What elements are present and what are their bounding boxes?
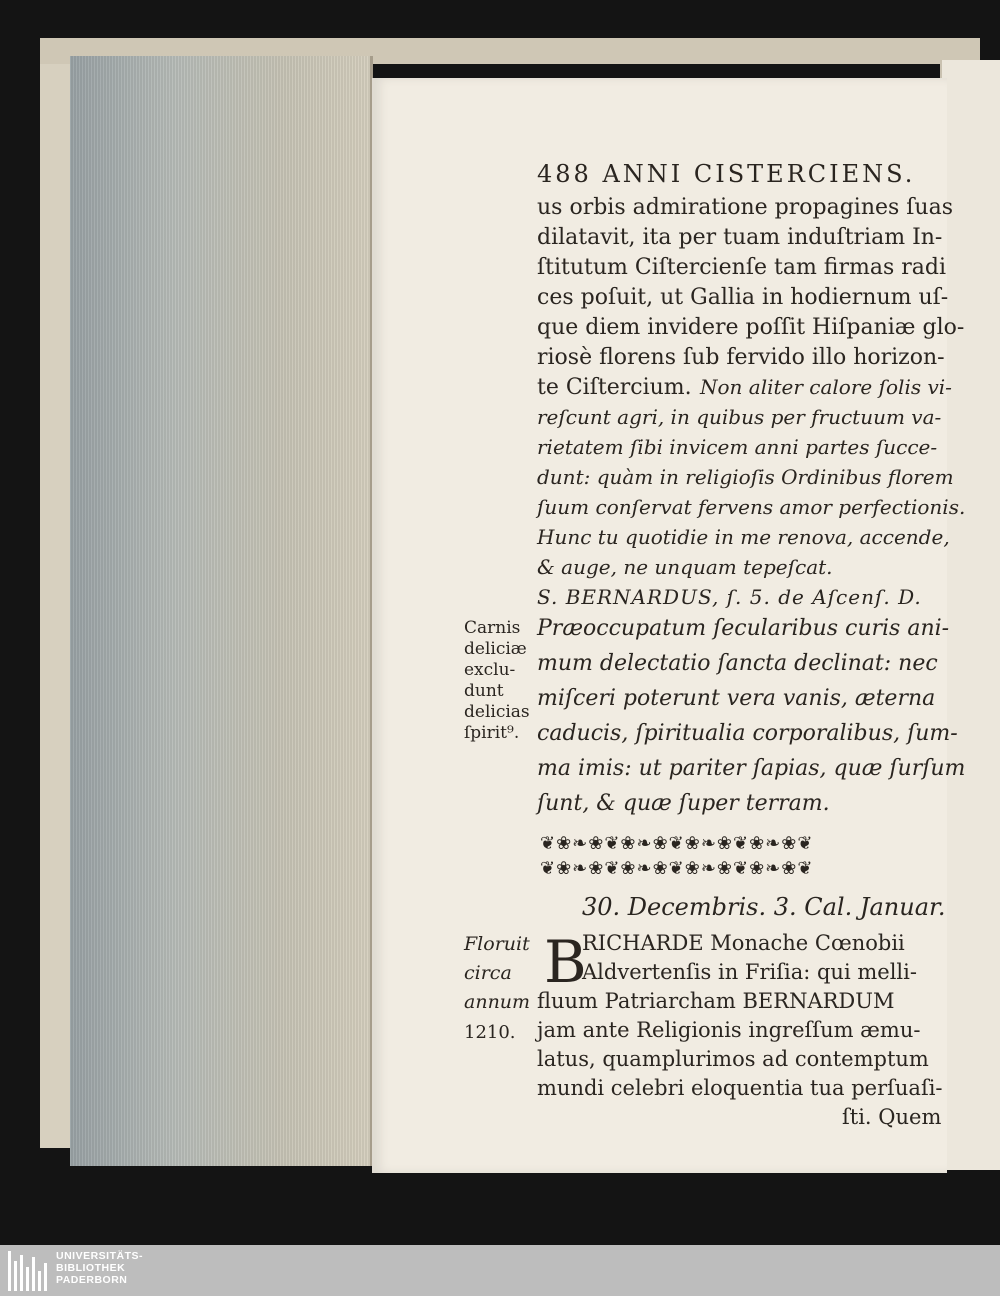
library-logo-icon [8, 1251, 48, 1291]
margin-note-line: Carnis [464, 618, 521, 638]
text-line: ces poſuit, ut Gallia in hodiernum uſ- [537, 285, 949, 310]
entry-line: latus, quamplurimos ad contemptum [537, 1047, 929, 1071]
entry-line: Aldvertenſis in Friſia: qui melli- [582, 960, 917, 984]
text-line: que diem invidere poſſit Hiſpaniæ glo- [537, 315, 965, 340]
text-line: te Ciſtercium. [537, 375, 692, 400]
drop-cap: B [544, 928, 587, 996]
entry-line: RICHARDE Monache Cœnobii [582, 931, 905, 955]
margin-note-line: delicias [464, 702, 530, 722]
margin-note-line: ſpirit⁹. [464, 723, 520, 743]
author-citation: S. BERNARDUS, ſ. 5. de Aſcenſ. D. [537, 585, 922, 609]
library-name-line: UNIVERSITÄTS- [56, 1250, 144, 1262]
italic-line: & auge, ne unquam tepeſcat. [537, 555, 833, 579]
margin-note-line: circa [464, 962, 512, 984]
italic-line: rietatem ſibi invicem anni partes ſucce- [537, 435, 938, 459]
margin-note-line: deliciæ [464, 639, 527, 659]
margin-note-line: 1210. [464, 1022, 516, 1043]
italic-line: Hunc tu quotidie in me renova, accende, [537, 525, 950, 549]
italic-line: reſcunt agri, in quibus per fructuum va- [537, 405, 942, 429]
quote-line: miſceri poterunt vera vanis, æterna [537, 686, 936, 711]
entry-line: mundi celebri eloquentia tua perſuaſi- [537, 1076, 943, 1100]
ornament-band: ❦❀❧❀❦❀❧❀❦❀❧❀❦❀❧❀❦ [540, 833, 814, 853]
italic-line: ſuum conſervat fervens amor perfectionis. [537, 495, 966, 519]
library-name-line: BIBLIOTHEK [56, 1262, 126, 1274]
italic-line: dunt: quàm in religioſis Ordinibus florem [537, 465, 954, 489]
text-line: riosè florens ſub fervido illo horizon- [537, 345, 945, 370]
catchword: ſti. Quem [842, 1105, 942, 1129]
ornament-band: ❦❀❧❀❦❀❧❀❦❀❧❀❦❀❧❀❦ [540, 858, 814, 878]
margin-note-line: annum [464, 991, 531, 1013]
margin-note-line: Floruit [464, 933, 530, 955]
margin-note-line: exclu- [464, 660, 516, 680]
quote-line: ſunt, & quæ ſuper terram. [537, 791, 830, 816]
text-line: ſtitutum Ciſtercienſe tam firmas radi [537, 255, 946, 280]
quote-line: mum delectatio ſancta declinat: nec [537, 651, 938, 676]
margin-note-line: dunt [464, 681, 504, 701]
quote-line: caducis, ſpiritualia corporalibus, ſum- [537, 721, 958, 746]
text-line: dilatavit, ita per tuam induſtriam In- [537, 225, 943, 250]
quote-line: Præoccupatum ſecularibus curis ani- [537, 616, 950, 641]
library-name-line: PADERBORN [56, 1274, 128, 1286]
entry-line: fluum Patriarcham BERNARDUM [537, 989, 895, 1013]
quote-line: ma imis: ut pariter ſapias, quæ ſurſum [537, 756, 966, 781]
facing-page-edge [940, 60, 1000, 1170]
page-fore-edge [70, 56, 373, 1166]
running-head: 488 ANNI CISTERCIENS. [537, 160, 916, 188]
date-heading: 30. Decembris. 3. Cal. Januar. [582, 893, 946, 921]
library-footer [0, 1245, 1000, 1296]
italic-line: Non aliter calore ſolis vi- [700, 375, 952, 399]
library-name [56, 1250, 143, 1286]
entry-line: jam ante Religionis ingreſſum æmu- [537, 1018, 921, 1042]
book-page [372, 78, 966, 1173]
text-line: us orbis admiratione propagines ſuas [537, 195, 954, 220]
